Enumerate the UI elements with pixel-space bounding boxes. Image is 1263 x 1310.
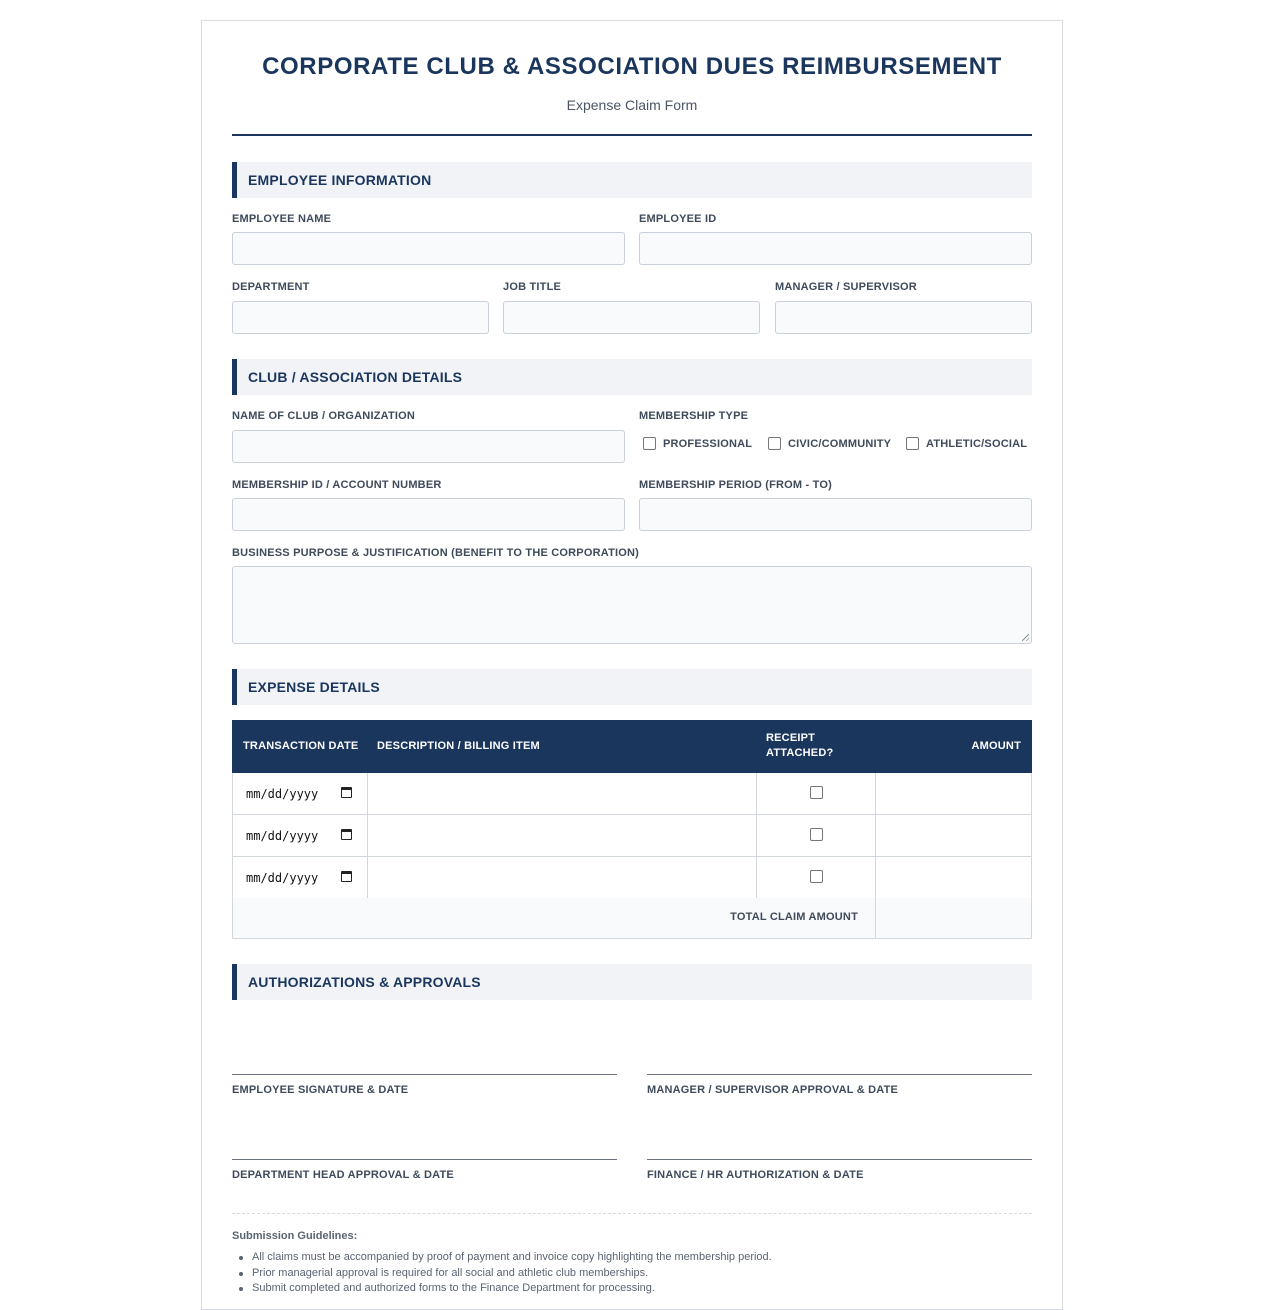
col-receipt-line2: ATTACHED? <box>766 747 834 759</box>
manager-signature-label: MANAGER / SUPERVISOR APPROVAL & DATE <box>647 1084 899 1096</box>
employee-name-label: EMPLOYEE NAME <box>232 213 332 225</box>
professional-label: PROFESSIONAL <box>663 437 753 450</box>
employee-id-input[interactable] <box>639 232 1032 265</box>
membership-id-label: MEMBERSHIP ID / ACCOUNT NUMBER <box>232 479 442 491</box>
guideline-item: Prior managerial approval is required for all social and athletic club memberships. <box>252 1266 772 1282</box>
table-row <box>232 773 1032 815</box>
professional-checkbox[interactable] <box>643 437 656 450</box>
form-title: CORPORATE CLUB & ASSOCIATION DUES REIMBURSEMENT <box>262 53 1002 80</box>
receipt-checkbox[interactable] <box>810 786 823 799</box>
form-page <box>201 20 1063 1310</box>
section-employee-information: EMPLOYEE INFORMATION <box>232 162 1032 198</box>
date-input[interactable]: mm/dd/yyyy <box>246 787 319 801</box>
guideline-item: All claims must be accompanied by proof of payment and invoice copy highlighting the membership period. <box>252 1250 772 1266</box>
club-name-label: NAME OF CLUB / ORGANIZATION <box>232 410 416 422</box>
section-club-details: CLUB / ASSOCIATION DETAILS <box>232 359 1032 395</box>
dept-head-signature-line[interactable] <box>232 1159 617 1160</box>
calendar-icon[interactable] <box>341 871 352 882</box>
date-input[interactable]: mm/dd/yyyy <box>246 871 319 885</box>
finance-signature-label: FINANCE / HR AUTHORIZATION & DATE <box>647 1169 864 1181</box>
membership-type-label: MEMBERSHIP TYPE <box>639 410 749 422</box>
civic-checkbox[interactable] <box>768 437 781 450</box>
form-subtitle: Expense Claim Form <box>566 97 698 113</box>
job-title-input[interactable] <box>503 301 760 334</box>
manager-signature-line[interactable] <box>647 1074 1032 1075</box>
calendar-icon[interactable] <box>341 787 352 798</box>
membership-type-professional[interactable] <box>643 437 752 450</box>
title-divider <box>232 134 1032 136</box>
section-authorizations: AUTHORIZATIONS & APPROVALS <box>232 964 1032 1000</box>
employee-signature-line[interactable] <box>232 1074 617 1075</box>
manager-input[interactable] <box>775 301 1032 334</box>
business-purpose-label: BUSINESS PURPOSE & JUSTIFICATION (BENEFIT TO THE CORPORATION) <box>232 547 640 559</box>
athletic-label: ATHLETIC/SOCIAL <box>926 437 1028 450</box>
employee-id-label: EMPLOYEE ID <box>639 213 717 225</box>
receipt-checkbox[interactable] <box>810 870 823 883</box>
membership-period-input[interactable] <box>639 498 1032 531</box>
receipt-checkbox[interactable] <box>810 828 823 841</box>
civic-label: CIVIC/COMMUNITY <box>788 437 892 450</box>
guideline-item: Submit completed and authorized forms to the Finance Department for processing. <box>252 1281 772 1297</box>
date-input[interactable]: mm/dd/yyyy <box>246 829 319 843</box>
total-row <box>232 898 1032 939</box>
department-input[interactable] <box>232 301 489 334</box>
total-claim-label: TOTAL CLAIM AMOUNT <box>730 911 858 923</box>
guidelines-list <box>252 1250 772 1297</box>
membership-type-athletic[interactable] <box>906 437 1027 450</box>
dept-head-signature-label: DEPARTMENT HEAD APPROVAL & DATE <box>232 1169 454 1181</box>
employee-signature-label: EMPLOYEE SIGNATURE & DATE <box>232 1084 409 1096</box>
club-name-input[interactable] <box>232 430 625 463</box>
section-expense-details: EXPENSE DETAILS <box>232 669 1032 705</box>
col-description: DESCRIPTION / BILLING ITEM <box>377 740 540 752</box>
membership-period-label: MEMBERSHIP PERIOD (FROM - TO) <box>639 479 833 491</box>
manager-label: MANAGER / SUPERVISOR <box>775 281 917 293</box>
membership-id-input[interactable] <box>232 498 625 531</box>
employee-name-input[interactable] <box>232 232 625 265</box>
guidelines-title: Submission Guidelines: <box>232 1230 358 1242</box>
calendar-icon[interactable] <box>341 829 352 840</box>
business-purpose-textarea[interactable] <box>232 566 1032 644</box>
guidelines-divider <box>232 1213 1032 1214</box>
department-label: DEPARTMENT <box>232 281 310 293</box>
athletic-checkbox[interactable] <box>906 437 919 450</box>
job-title-label: JOB TITLE <box>503 281 562 293</box>
table-row <box>232 857 1032 899</box>
col-receipt-line1: RECEIPT <box>766 732 816 744</box>
expense-table-header <box>232 720 1032 773</box>
col-transaction-date: TRANSACTION DATE <box>243 740 359 752</box>
table-row <box>232 815 1032 857</box>
membership-type-civic[interactable] <box>768 437 891 450</box>
col-amount: AMOUNT <box>971 740 1021 752</box>
finance-signature-line[interactable] <box>647 1159 1032 1160</box>
resize-grip-icon[interactable] <box>1022 634 1029 641</box>
